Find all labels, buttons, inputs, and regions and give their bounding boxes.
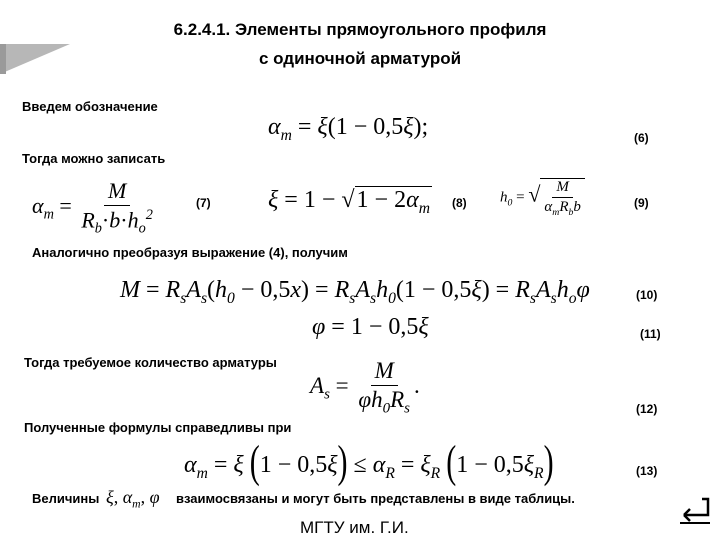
slide-title-line1: 6.2.4.1. Элементы прямоугольного профиля: [173, 20, 547, 39]
eq-number-13: (13): [636, 464, 658, 478]
valid-when-text: Полученные формулы справедливы при: [24, 420, 292, 435]
formula-phi: φ = 1 − 0,5ξ: [312, 314, 429, 340]
formula-moment: $M = R_sA_s(h_0 - 0,5x) = R_sA_sh_0(1 - 0,5\xi) = R_sA_sh_o\varphi$: [120, 277, 590, 307]
eq-number-12: (12): [636, 402, 658, 416]
formula-alpha-m-fraction: $\alpha_m$ = $\frac{M}{R_b\cdot b\cdot h_o^2}$: [32, 178, 153, 237]
eq-number-9: (9): [634, 196, 649, 210]
similarly-text: Аналогично преобразуя выражение (4), получим: [32, 245, 348, 260]
values-prefix-text: Величины: [32, 491, 100, 506]
reinforcement-text: Тогда требуемое количество арматуры: [24, 355, 277, 370]
then-write-text: Тогда можно записать: [22, 151, 166, 166]
intro-text: Введем обозначение: [22, 99, 158, 114]
formula-alpha-m: $\alpha_m = \xi(1 - 0,5\xi)$;: [268, 114, 429, 144]
eq-number-7: (7): [196, 196, 211, 210]
formula-h0: $h_0$ = √ $\frac{M}{\alpha_mR_bb}$: [500, 178, 585, 218]
return-arrow-icon[interactable]: [676, 495, 712, 525]
slide-title-line2: с одиночной арматурой: [258, 49, 462, 68]
formula-xi: $\xi = 1 - √1 - 2\alpha_m$: [268, 187, 430, 217]
values-suffix-text: взаимосвязаны и могут быть представлены в виде таблицы.: [176, 491, 575, 506]
eq-number-10: (10): [636, 288, 658, 302]
eq-number-6: (6): [634, 131, 649, 145]
formula-symbols: ξ, $\alpha_m$, φ: [106, 487, 160, 511]
formula-alpha-r: $\alpha_m = \xi$ $(1 - 0,5\xi) \le \alpha_R = \xi_R$ $(1 - 0,5\xi_R)$: [184, 437, 554, 487]
formula-as: $A_s$ = $\frac{M}{\varphi h_0R_s}$ .: [310, 358, 420, 417]
eq-number-11: (11): [640, 327, 661, 341]
footer-text: МГТУ им. Г.И.: [300, 518, 409, 537]
eq-number-8: (8): [452, 196, 467, 210]
